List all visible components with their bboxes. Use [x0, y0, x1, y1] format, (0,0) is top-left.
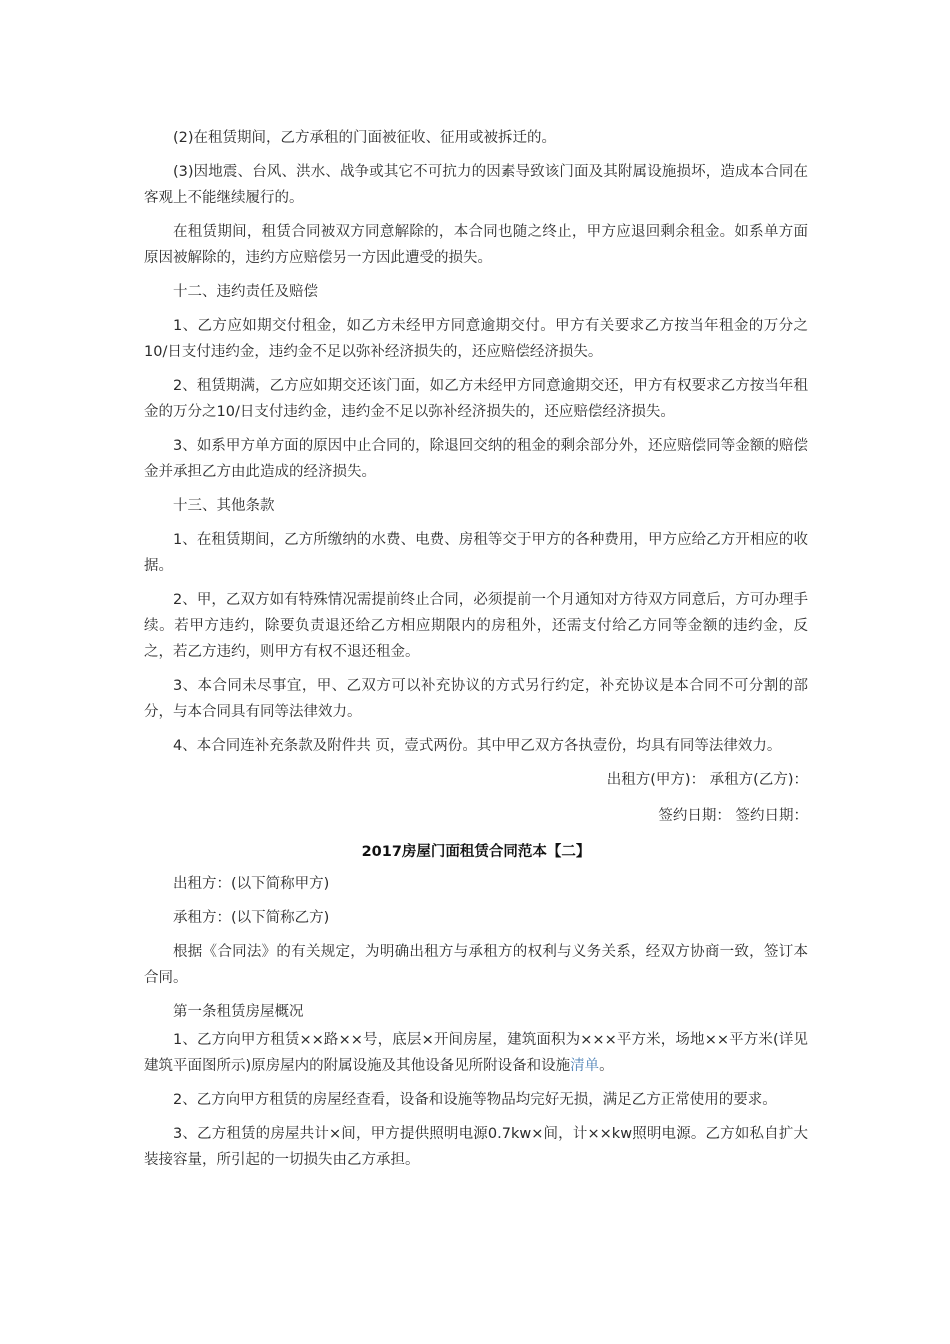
section-heading: 十二、违约责任及赔偿	[173, 284, 318, 300]
paragraph: 在租赁期间，租赁合同被双方同意解除的，本合同也随之终止，甲方应退回剩余租金。如系单方面原因被解除的，违约方应赔偿另一方因此遭受的损失。	[144, 224, 808, 266]
signature-dates: 签约日期： 签约日期：	[658, 808, 808, 824]
section-heading: 十三、其他条款	[173, 498, 275, 514]
article-title: 第一条租赁房屋概况	[173, 1004, 304, 1020]
paragraph: (3)因地震、台风、洪水、战争或其它不可抗力的因素导致该门面及其附属设施损坏，造成本合同在客观上不能继续履行的。	[144, 164, 808, 206]
paragraph: 1、在租赁期间，乙方所缴纳的水费、电费、房租等交于甲方的各种费用，甲方应给乙方开相应的收据。	[144, 532, 808, 574]
section-title: 2017房屋门面租赁合同范本【二】	[361, 844, 591, 860]
lessor-line: 出租方：(以下简称甲方)	[173, 876, 330, 892]
paragraph: 2、甲，乙双方如有特殊情况需提前终止合同，必须提前一个月通知对方待双方同意后，方可办理手续。若甲方违约，除要负责退还给乙方相应期限内的房租外，还需支付给乙方同等金额的违约金，反之，若乙方违约，则甲方有权不退还租金。	[144, 592, 808, 660]
paragraph: 3、如系甲方单方面的原因中止合同的，除退回交纳的租金的剩余部分外，还应赔偿同等金额的赔偿金并承担乙方由此造成的经济损失。	[144, 438, 808, 480]
paragraph: (2)在租赁期间，乙方承租的门面被征收、征用或被拆迁的。	[173, 130, 557, 146]
paragraph: 3、本合同未尽事宜，甲、乙双方可以补充协议的方式另行约定，补充协议是本合同不可分割的部分，与本合同具有同等法律效力。	[144, 678, 808, 720]
article-item	[144, 1027, 808, 1079]
document-body	[144, 125, 808, 1181]
paragraph: 4、本合同连补充条款及附件共 页，壹式两份。其中甲乙双方各执壹份，均具有同等法律效力。	[173, 738, 782, 754]
paragraph: 1、乙方应如期交付租金，如乙方未经甲方同意逾期交付。甲方有关要求乙方按当年租金的万分之10/日支付违约金，违约金不足以弥补经济损失的，还应赔偿经济损失。	[144, 318, 808, 360]
article-item: 2、乙方向甲方租赁的房屋经查看，设备和设施等物品均完好无损，满足乙方正常使用的要求。	[173, 1092, 777, 1108]
article-item: 3、乙方租赁的房屋共计×间，甲方提供照明电源0.7kw×间，计××kw照明电源。乙方如私自扩大装接容量，所引起的一切损失由乙方承担。	[144, 1126, 808, 1168]
signature-parties: 出租方(甲方)： 承租方(乙方)：	[606, 772, 808, 788]
lessee-line: 承租方：(以下简称乙方)	[173, 910, 330, 926]
article-item-text: 1、乙方向甲方租赁××路××号，底层×开间房屋，建筑面积为×××平方米，场地××平方米(详见建筑平面图所示)原房屋内的附属设施及其他设备见所附设备和设施	[144, 1032, 808, 1074]
preamble: 根据《合同法》的有关规定，为明确出租方与承租方的权利与义务关系，经双方协商一致，签订本合同。	[144, 944, 808, 986]
checklist-link[interactable]: 清单	[570, 1058, 600, 1074]
paragraph: 2、租赁期满，乙方应如期交还该门面，如乙方未经甲方同意逾期交还，甲方有权要求乙方按当年租金的万分之10/日支付违约金，违约金不足以弥补经济损失的，还应赔偿经济损失。	[144, 378, 808, 420]
article-item-end: 。	[599, 1058, 614, 1074]
